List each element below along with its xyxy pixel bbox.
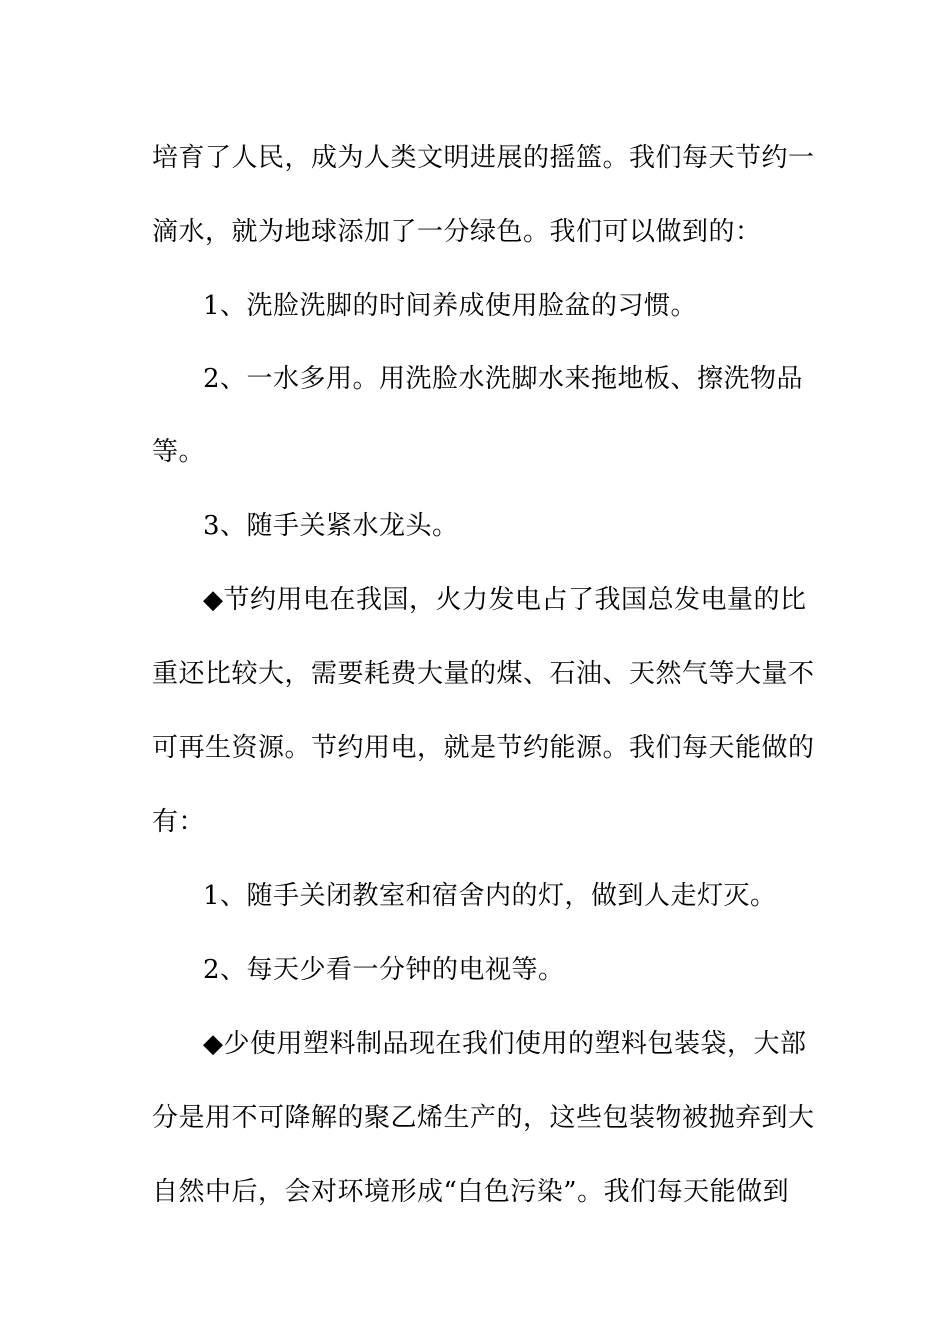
text-line: 可再生资源。节约用电，就是节约能源。我们每天能做的 <box>152 733 815 763</box>
text-line: 自然中后，会对环境形成“白色污染”。我们每天能做到 <box>152 1177 790 1207</box>
text-line: 分是用不可降解的聚乙烯生产的，这些包装物被抛弃到大 <box>152 1103 815 1133</box>
list-item: 1、随手关闭教室和宿舍内的灯，做到人走灯灭。 <box>203 881 777 911</box>
text-line: 有： <box>152 807 206 837</box>
list-item: 2、一水多用。用洗脸水洗脚水来拖地板、擦洗物品 <box>203 364 804 394</box>
section-heading-line: ◆少使用塑料制品现在我们使用的塑料包装袋，大部 <box>203 1029 807 1059</box>
list-item: 1、洗脸洗脚的时间养成使用脸盆的习惯。 <box>203 291 698 321</box>
text-line: 滴水，就为地球添加了一分绿色。我们可以做到的： <box>152 217 762 247</box>
section-heading-line: ◆节约用电在我国，火力发电占了我国总发电量的比 <box>203 585 807 615</box>
text-line: 培育了人民，成为人类文明进展的摇篮。我们每天节约一 <box>152 143 815 173</box>
text-line: 等。 <box>152 437 206 467</box>
list-item: 3、随手关紧水龙头。 <box>203 511 459 541</box>
list-item: 2、每天少看一分钟的电视等。 <box>203 955 565 985</box>
text-line: 重还比较大，需要耗费大量的煤、石油、天然气等大量不 <box>152 659 815 689</box>
